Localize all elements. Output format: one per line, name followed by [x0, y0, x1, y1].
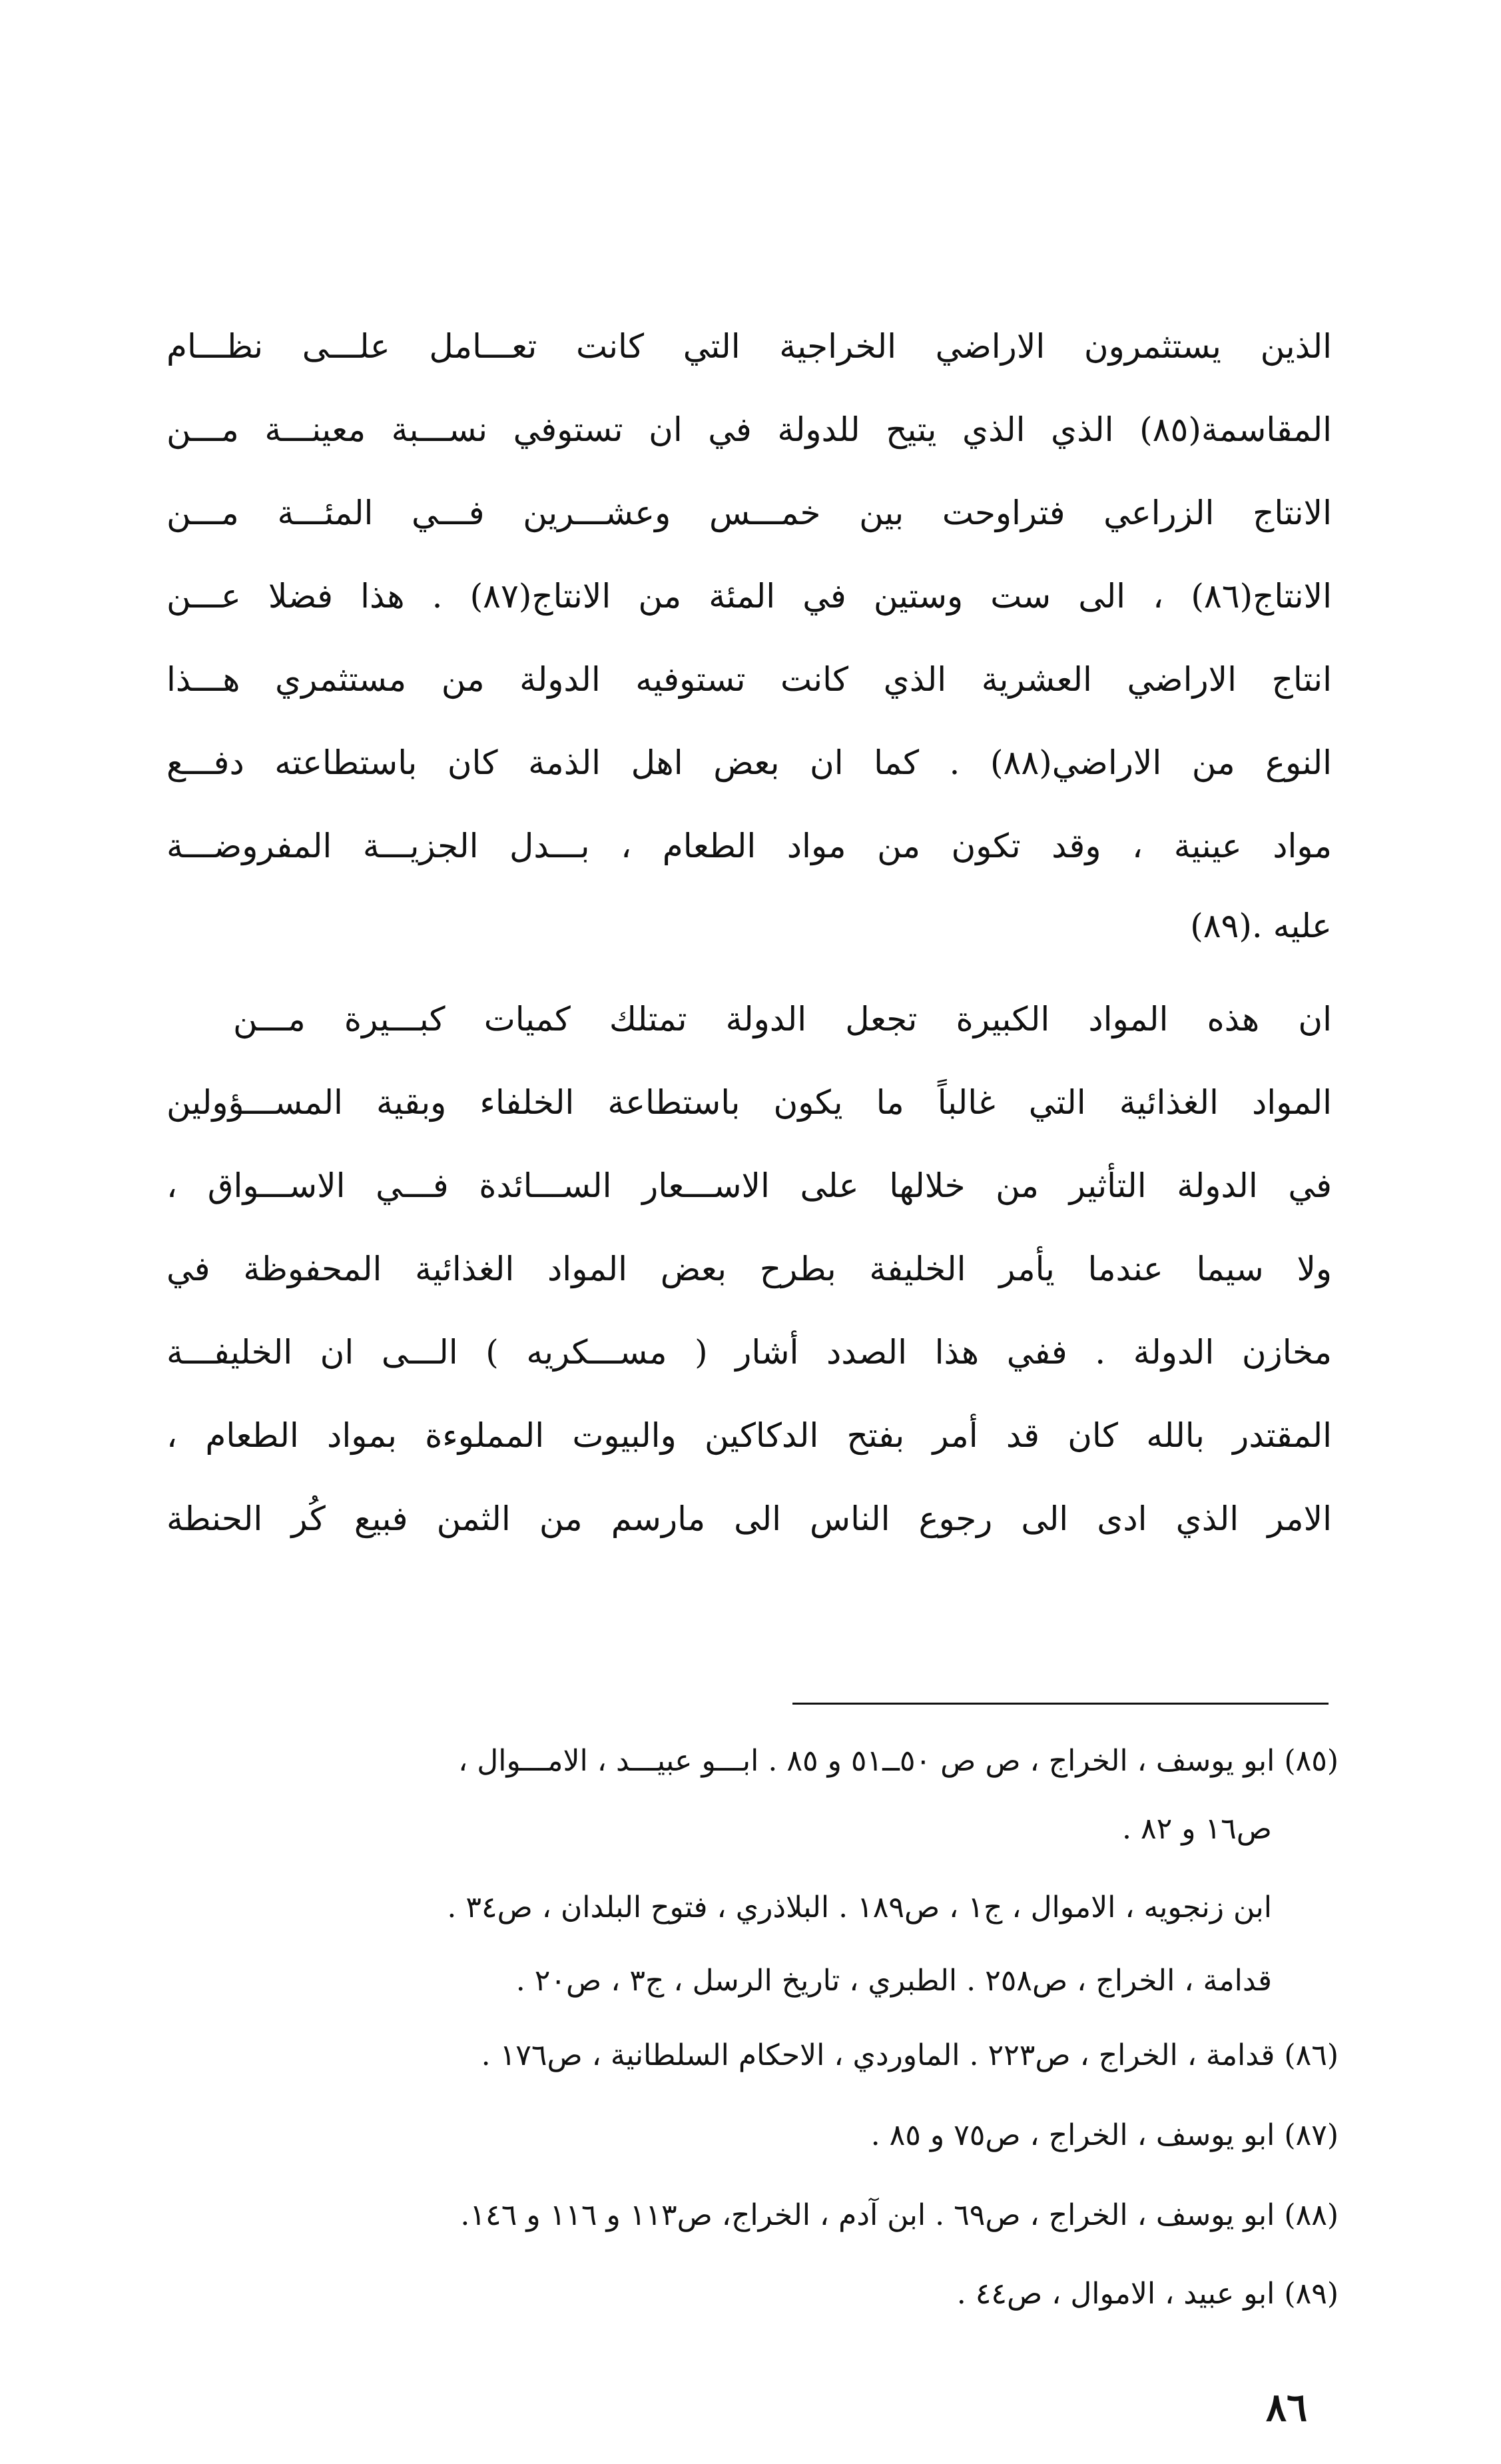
text-line: المقاسمة(٨٥) الذي الذي يتيح للدولة في ان تستوفي نســـبة معينـــة مـــن	[166, 410, 1332, 449]
text-line: الامر الذي ادى الى رجوع الناس الى مارسم من الثمن فبيع كُر الحنطة	[166, 1499, 1332, 1538]
footnote: (٨٩) ابو عبيد ، الاموال ، ص٤٤ .	[956, 2277, 1339, 2311]
text-line: في الدولة التأثير من خلالها على الاســـعار الســـائدة فـــي الاســـواق ،	[166, 1166, 1332, 1205]
text-line: المواد الغذائية التي غالباً ما يكون باستطاعة الخلفاء وبقية المســـؤولين	[166, 1083, 1332, 1122]
footnote: (٨٥) ابو يوسف ، الخراج ، ص ص ٥٠ــ٥١ و ٨٥ . ابـــو عبيـــد ، الامـــوال ،	[458, 1744, 1339, 1778]
text-line: ان هذه المواد الكبيرة تجعل الدولة تمتلك كميات كبـــيرة مـــن	[233, 1000, 1332, 1038]
footnote-separator	[792, 1703, 1329, 1705]
text-line: ولا سيما عندما يأمر الخليفة بطرح بعض المواد الغذائية المحفوظة في	[166, 1250, 1332, 1288]
footnote-continuation: ص١٦ و ٨٢ .	[1122, 1812, 1272, 1846]
text-line: النوع من الاراضي(٨٨) . كما ان بعض اهل الذمة كان باستطاعته دفـــع	[166, 743, 1332, 782]
footnote: (٨٦) قدامة ، الخراج ، ص٢٢٣ . الماوردي ، الاحكام السلطانية ، ص١٧٦ .	[481, 2038, 1339, 2072]
text-line: الانتاج(٨٦) ، الى ست وستين في المئة من الانتاج(٨٧) . هذا فضلا عـــن	[166, 577, 1332, 616]
footnote-continuation: قدامة ، الخراج ، ص٢٥٨ . الطبري ، تاريخ الرسل ، ج٣ ، ص٢٠ .	[515, 1964, 1272, 1998]
text-line: الانتاج الزراعي فتراوحت بين خمـــس وعشـــرين فـــي المئـــة مـــن	[166, 494, 1332, 532]
text-line: انتاج الاراضي العشرية الذي كانت تستوفيه الدولة من مستثمري هـــذا	[166, 660, 1332, 699]
text-line: مواد عينية ، وقد تكون من مواد الطعام ، بـــدل الجزيـــة المفروضـــة	[166, 827, 1332, 865]
text-line: عليه .(٨٩)	[1190, 907, 1332, 945]
text-line: مخازن الدولة . ففي هذا الصدد أشار ( مســـكريه ) الـــى ان الخليفـــة	[166, 1333, 1332, 1372]
footnote: (٨٧) ابو يوسف ، الخراج ، ص٧٥ و ٨٥ .	[870, 2118, 1339, 2152]
page-number: ٨٦	[1265, 2385, 1308, 2430]
text-line: الذين يستثمرون الاراضي الخراجية التي كانت تعـــامل علـــى نظـــام	[166, 327, 1332, 366]
text-line: المقتدر بالله كان قد أمر بفتح الدكاكين والبيوت المملوءة بمواد الطعام ،	[166, 1416, 1332, 1455]
footnote: (٨٨) ابو يوسف ، الخراج ، ص٦٩ . ابن آدم ، الخراج، ص١١٣ و ١١٦ و ١٤٦.	[460, 2198, 1339, 2232]
footnote-continuation: ابن زنجويه ، الاموال ، ج١ ، ص١٨٩ . البلاذري ، فتوح البلدان ، ص٣٤ .	[447, 1890, 1272, 1924]
